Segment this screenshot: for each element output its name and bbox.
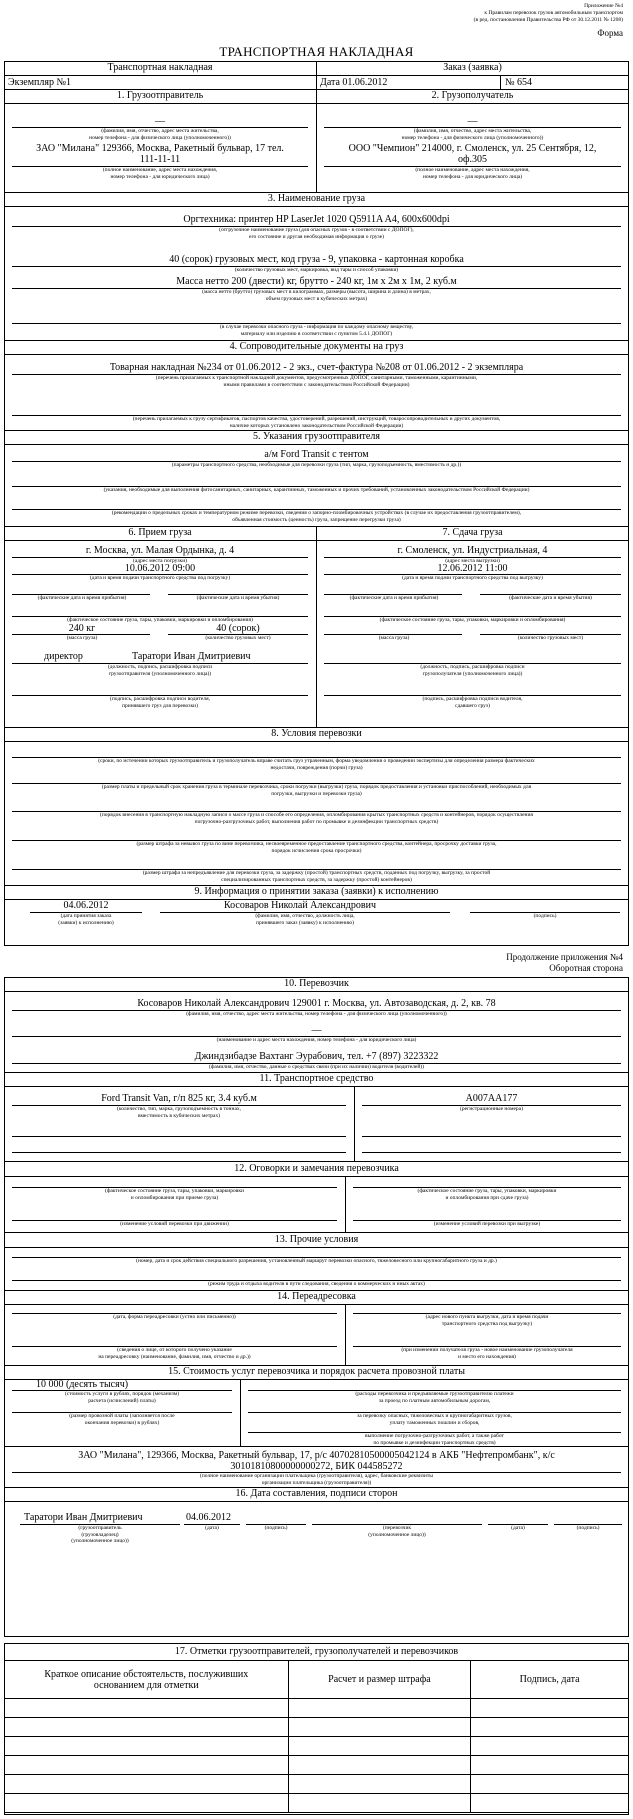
cargo-mass: Масса нетто 200 (двести) кг, брутто - 240 кг, 1м x 2м x 1м, 2 куб.м xyxy=(176,276,457,287)
instructions-caption-3: (рекомендации о предельных сроках и температурном режиме перевозки, сведения о запорно-пломбировочных устройствах (в случае их предоставления грузоотправителем), объявленная стоимость (ценность) груза, запрещение перегрузки груза) xyxy=(111,510,522,523)
order-acceptance-head: 9. Информация о принятии заказа (заявки) к исполнению xyxy=(194,886,439,897)
loading-sign-caption: (должность, подпись, расшифровка подписи грузоотправителя (уполномоченного лица)) xyxy=(107,664,213,677)
documents-caption-2: (перечень прилагаемых к грузу сертификатов, паспортов качества, удостоверений, разрешений, инструкций, товаросопроводительных и других документов, наличие которых установлено законодательством Российской Федерации) xyxy=(132,416,501,429)
marks-col-description: Краткое описание обстоятельств, послуживших основанием для отметки xyxy=(5,1661,289,1699)
unloading-departure-caption: (фактические дата и время убытия) xyxy=(509,595,592,601)
table-row xyxy=(5,1737,629,1756)
appendix-line-2: к Правилам перевозок грузов автомобильным транспортом xyxy=(484,10,623,16)
loading-position: директор xyxy=(44,651,83,662)
copy-number: Экземпляр №1 xyxy=(8,77,72,88)
acceptance-sign-caption: (подпись) xyxy=(533,913,557,919)
vehicle-reg-caption: (регистрационные номера) xyxy=(460,1106,523,1112)
marks-head: 17. Отметки грузоотправителей, грузополучателей и перевозчиков xyxy=(174,1646,459,1657)
unloading-datetime-caption: (дата и время подачи транспортного средства под выгрузку) xyxy=(402,575,543,581)
documents-value: Товарная накладная №234 от 01.06.2012 - 2 экз., счет-фактура №208 от 01.06.2012 - 2 экземпляра xyxy=(109,362,524,373)
loading-mass-caption: (масса груза) xyxy=(66,635,98,641)
cost-expenses-caption-3: выполнение погрузочно-разгрузочных работ, а также работ по промывке и дезинфекции транспортных средств) xyxy=(365,1433,504,1446)
documents-head: 4. Сопроводительные документы на груз xyxy=(229,341,404,352)
loading-arrival-caption: (фактические дата и время прибытия) xyxy=(37,595,127,601)
cargo-danger-caption: (в случае перевозки опасного груза - информация по каждому опасному веществу, материалу или изделию в соответствии с пунктом 5.4.1 ДОПОГ) xyxy=(219,324,414,337)
loading-person: Таратори Иван Дмитриевич xyxy=(132,651,251,662)
vehicle-caption: (количество, тип, марка, грузоподъемность в тоннах, вместимость в кубических метрах) xyxy=(116,1106,242,1119)
acceptance-date: 04.06.2012 xyxy=(63,900,109,911)
consignee-legal-caption: (полное наименование, адрес места нахождения, номер телефона - для юридического лица) xyxy=(415,167,530,180)
instructions-caption-2: (указания, необходимые для выполнения фитосанитарных, санитарных, карантинных, таможенных и прочих требований, установленных законодательством Российской Федерации) xyxy=(103,487,530,493)
shipper-instructions-head: 5. Указания грузоотправителя xyxy=(253,431,380,442)
signature-shipper-caption: (грузоотправитель (грузовладелец) (уполномоченное лицо)) xyxy=(71,1525,129,1544)
cost-value: 10 000 (десять тысяч) xyxy=(36,1379,129,1390)
consignee-phys-dash: — xyxy=(467,116,478,127)
conditions-caption-3: (порядок внесения в транспортную накладную записи о массе груза и способе его определения, опломбирования крытых транспортных средств и контейнеров, порядок осуществления погрузочно-разгрузочных работ, выполнения работ по промывке и дезинфекции транспортных средств) xyxy=(100,812,533,825)
vehicle-reg-number: А007АА177 xyxy=(465,1093,518,1104)
cargo-mass-caption: (масса нетто (брутто) грузовых мест в килограммах, размеры (высота, ширина и длина) в метрах, объем грузовых мест в кубических метрах) xyxy=(202,289,431,302)
consignee-phys-caption: (фамилия, имя, отчество, адрес места жительства, номер телефона - для физического лица (уполномоченного)) xyxy=(401,128,544,141)
table-row xyxy=(5,1756,629,1775)
table-row xyxy=(5,1794,629,1813)
shipper-phys-dash: — xyxy=(155,116,165,127)
loading-address: г. Москва, ул. Малая Ордынка, д. 4 xyxy=(85,545,235,556)
order-date: Дата 01.06.2012 xyxy=(320,77,388,88)
loading-mass: 240 кг xyxy=(68,623,96,634)
cargo-head: 3. Наименование груза xyxy=(267,193,366,204)
signature-date-caption: (дата) xyxy=(205,1525,219,1531)
readdressing-head: 14. Переадресовка xyxy=(277,1291,356,1302)
unloading-address: г. Смоленск, ул. Индустриальная, 4 xyxy=(397,545,548,556)
unloading-sign-caption: (должность, подпись, расшифровка подписи грузополучателя (уполномоченного лица)) xyxy=(420,664,525,677)
consignee-value: ООО "Чемпион" 214000, г. Смоленск, ул. 25 Сентября, 12, оф.305 xyxy=(348,143,597,165)
cost-expenses-caption-1: (расходы перевозчика и предъявляемые грузоотправителю платежи за проезд по платным автомобильным дорогам, xyxy=(355,1391,514,1404)
instructions-caption-1: (параметры транспортного средства, необходимые для перевозки груза (тип, марка, грузоподъемность, вместимость и др.)) xyxy=(171,462,462,468)
readdress-consignee-caption: (при изменении получателя груза - новое наименование грузополучателя и место его нахождения) xyxy=(401,1347,573,1360)
table-row xyxy=(5,1718,629,1737)
carrier-value: Косоваров Николай Александрович 129001 г. Москва, ул. Автозаводская, д. 2, кв. 78 xyxy=(137,998,496,1009)
cargo-name-caption: (отгрузочное наименование груза (для опасных грузов - в соответствии с ДОПОГ), его состояние и другая необходимая информация о грузе) xyxy=(219,227,414,240)
remarks-transit-caption: (изменение условий перевозки при движении) xyxy=(120,1221,229,1227)
unloading-driver-caption: (подпись, расшифровка подписи водителя, сдавшего груз) xyxy=(422,696,523,709)
other-conditions-head: 13. Прочие условия xyxy=(274,1234,359,1245)
shipper-value: ЗАО "Милана" 129366, Москва, Ракетный бульвар, 17 тел. 111-11-11 xyxy=(36,143,284,165)
cost-head: 15. Стоимость услуг перевозчика и порядок расчета провозной платы xyxy=(168,1366,465,1377)
marks-table xyxy=(4,1660,629,1813)
unloading-state-caption: (фактическое состояние груза, тары, упаковки, маркировки и опломбирования) xyxy=(379,617,566,623)
unloading-datetime: 12.06.2012 11:00 xyxy=(437,563,508,574)
vehicle-head: 11. Транспортное средство xyxy=(259,1073,374,1084)
carrier-remarks-head: 12. Оговорки и замечания перевозчика xyxy=(234,1163,399,1174)
conditions-caption-5: (размер штрафа за непредъявление для перевозки груза, за задержку (простой) транспортных средств, поданных под погрузку, выгрузку, за простой специализированных транспортных средств, за задержку (простой) контейнеров) xyxy=(142,870,491,883)
conditions-head: 8. Условия перевозки xyxy=(271,728,362,739)
acceptance-person: Косоваров Николай Александрович xyxy=(224,900,376,911)
loading-places-caption: (количество грузовых мест) xyxy=(205,635,271,641)
readdress-address-caption: (адрес нового пункта выгрузки, дата и время подачи транспортного средства под выгрузку) xyxy=(425,1314,549,1327)
loading-departure-caption: (фактические дата и время убытия) xyxy=(196,595,280,601)
loading-datetime-caption: (дата и время подачи транспортного средства под погрузку) xyxy=(89,575,231,581)
vehicle-requirement: а/м Ford Transit с тентом xyxy=(264,449,369,460)
signature-sign-caption: (подпись) xyxy=(264,1525,288,1531)
unloading-address-caption: (адрес места выгрузки) xyxy=(445,558,500,564)
loading-datetime: 10.06.2012 09:00 xyxy=(124,563,196,574)
signature-date2-caption: (дата) xyxy=(511,1525,525,1531)
remarks-unloading-caption: (фактическое состояние груза, тары, упаковки, маркировки и опломбирования при сдаче груза) xyxy=(417,1188,557,1201)
continuation-line-1: Продолжение приложения №4 xyxy=(506,952,623,962)
unloading-arrival-caption: (фактические дата и время прибытия) xyxy=(349,595,439,601)
cargo-name: Оргтехника: принтер HP LaserJet 1020 Q5911A A4, 600x600dpi xyxy=(183,214,450,225)
carrier-phys-caption: (фамилия, имя, отчество, адрес места жительства, номер телефона - для физического лица (уполномоченного)) xyxy=(186,1011,447,1017)
vehicle-value: Ford Transit Van, г/п 825 кг, 3.4 куб.м xyxy=(101,1093,257,1104)
table-row xyxy=(5,1775,629,1794)
carrier-legal-caption: (наименование и адрес места нахождения, номер телефона - для юридического лица) xyxy=(216,1037,417,1043)
shipper-legal-caption: (полное наименование, адрес места нахождения, номер телефона - для юридического лица) xyxy=(102,167,218,180)
appendix-line-3: (в ред. постановления Правительства РФ от 30.12.2011 № 1208) xyxy=(473,17,623,23)
appendix-line-1: Приложение №4 xyxy=(584,3,623,9)
freight-size-caption: (размер провозной платы (заполняется после окончания перевозки) в рублях) xyxy=(69,1413,175,1426)
loading-driver-caption: (подпись, расшифровка подписи водителя, принявшего груз для перевозки) xyxy=(110,696,210,709)
cargo-places-caption: (количество грузовых мест, маркировка, вид тары и способ упаковки) xyxy=(234,267,399,273)
conditions-caption-1: (сроки, по истечении которых грузоотправитель и грузополучатель вправе считать груз утраченным, форма уведомления о проведении экспертизы для определения размера фактических недостачи, повреждения (порчи) груза) xyxy=(98,758,535,771)
cost-expenses-caption-2: за перевозку опасных, тяжеловесных и крупногабаритных грузов, уплату таможенных пошлин и сборов, xyxy=(357,1413,512,1426)
other-conditions-caption-2: (режим труда и отдыха водителя в пути следования, сведения о коммерческих и иных актах) xyxy=(208,1281,425,1287)
continuation-line-2: Оборотная сторона xyxy=(549,963,623,973)
acceptance-date-caption: (дата принятия заказа (заявки) к исполнению) xyxy=(58,913,114,926)
loading-head: 6. Прием груза xyxy=(128,527,192,538)
signatures-head: 16. Дата составления, подписи сторон xyxy=(235,1488,398,1499)
waybill-head: Транспортная накладная xyxy=(107,62,213,73)
document-title: ТРАНСПОРТНАЯ НАКЛАДНАЯ xyxy=(219,44,414,59)
driver-value: Джиндзибадзе Вахтанг Эурабович, тел. +7 (897) 3223322 xyxy=(194,1051,439,1062)
unloading-mass-caption: (масса груза) xyxy=(378,635,410,641)
order-head: Заказ (заявка) xyxy=(443,62,502,73)
signature-carrier-caption: (перевозчик (уполномоченное лицо)) xyxy=(368,1525,426,1538)
remarks-loading-caption: (фактическое состояние груза, тары, упаковки, маркировки и опломбирования при приеме груза) xyxy=(105,1188,244,1201)
shipper-phys-caption: (фамилия, имя, отчество, адрес места жительства, номер телефона - для физического лица (уполномоченного)) xyxy=(89,128,231,141)
unloading-head: 7. Сдача груза xyxy=(442,527,503,538)
remarks-unload-change-caption: (изменение условий перевозки при выгрузке) xyxy=(433,1221,541,1227)
carrier-legal-dash: — xyxy=(311,1025,322,1036)
form-label: Форма xyxy=(597,28,623,38)
marks-col-sign: Подпись, дата xyxy=(471,1661,629,1699)
readdress-date-caption: (дата, форма переадресовки (устно или письменно)) xyxy=(113,1314,236,1320)
loading-address-caption: (адрес места погрузки) xyxy=(133,558,187,564)
other-conditions-caption-1: (номер, дата и срок действия специального разрешения, установленный маршрут перевозки опасного, тяжеловесного или крупногабаритного груза и др.) xyxy=(136,1258,497,1264)
documents-caption-1: (перечень прилагаемых к транспортной накладной документов, предусмотренных ДОПОГ, санитарными, таможенными, карантинными, иными правилами в соответствии с законодательством Российской Федерации) xyxy=(155,375,478,388)
payer-caption: (полное наименование организации плательщика (грузоотправителя), адрес, банковские реквизиты организации плательщика (грузоотправителя)) xyxy=(200,1473,433,1486)
order-number: № 654 xyxy=(505,77,533,88)
conditions-caption-2: (размер платы и предельный срок хранения груза в терминале перевозчика, сроки погрузки (выгрузки) груза, порядок предоставления и установки приспособлений, необходимых для погрузки, выгрузки и перевозки груза) xyxy=(101,784,532,797)
marks-col-fine: Расчет и размер штрафа xyxy=(288,1661,471,1699)
consignee-head: 2. Грузополучатель xyxy=(431,90,514,101)
loading-state-caption: (фактическое состояние груза, тары, упаковки, маркировки и опломбирования) xyxy=(67,617,253,623)
signature-sign2-caption: (подпись) xyxy=(576,1525,600,1531)
loading-places: 40 (сорок) xyxy=(216,623,260,634)
carrier-head: 10. Перевозчик xyxy=(284,978,349,989)
cost-caption: (стоимость услуги в рублях, порядок (механизм) расчета (исчислений) платы) xyxy=(64,1391,180,1404)
signature-shipper-name: Таратори Иван Дмитриевич xyxy=(24,1512,143,1523)
unloading-places-caption: (количество грузовых мест) xyxy=(517,635,584,641)
driver-caption: (фамилия, имя, отчество, данные о средствах связи (при их наличии) водителя (водителей)) xyxy=(209,1064,424,1070)
shipper-head: 1. Грузоотправитель xyxy=(116,90,204,101)
payer-value: ЗАО "Милана", 129366, Москва, Ракетный бульвар, 17, р/с 40702810500005042124 в АКБ "Нефтепромбанк", к/с 30101810800000000272, БИК 044585272 xyxy=(78,1450,555,1472)
readdress-source-caption: (сведения о лице, от которого получено указание на переадресовку (наименование, фамилия, имя, отчество и др.)) xyxy=(98,1347,251,1360)
table-row xyxy=(5,1699,629,1718)
conditions-caption-4: (размер штрафа за невывоз груза по вине перевозчика, несвоевременное предоставление транспортного средства, контейнера, просрочку доставки груза, порядок исчисления срока просрочки) xyxy=(136,841,497,854)
signature-date: 04.06.2012 xyxy=(186,1512,231,1523)
acceptance-person-caption: (фамилия, имя, отчество, должность лица, принявшего заказ (заявку) к исполнению) xyxy=(255,913,355,926)
cargo-places: 40 (сорок) грузовых мест, код груза - 9, упаковка - картонная коробка xyxy=(169,254,464,265)
